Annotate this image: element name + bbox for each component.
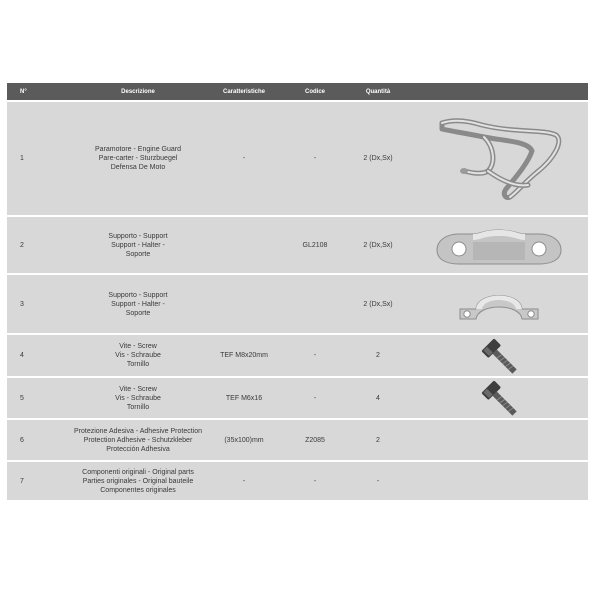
description-line: Protezione Adesiva - Adhesive Protection	[73, 427, 203, 435]
row-quantity: 2	[346, 335, 410, 378]
description-line: Protección Adhesiva	[106, 445, 170, 453]
row-image	[410, 462, 588, 502]
row-code: -	[284, 462, 346, 502]
row-code: Z2085	[284, 420, 346, 462]
row-description	[72, 102, 204, 217]
description-line: Pare-carter - Sturzbuegel	[98, 155, 178, 162]
row-num: 4	[7, 335, 72, 378]
row-code: -	[284, 335, 346, 378]
parts-table	[7, 83, 588, 502]
row-quantity: 2 (Dx,Sx)	[346, 102, 410, 217]
description-line: Vite - Screw	[119, 385, 157, 393]
description-line: Supporto - Support	[108, 232, 168, 240]
table-row	[7, 420, 588, 462]
description-line: Soporte	[125, 309, 151, 317]
description-line: Supporto - Support	[108, 291, 168, 299]
curved-bracket-icon	[454, 279, 544, 329]
row-image	[410, 217, 588, 275]
description-line: Vite - Screw	[119, 343, 157, 350]
row-image	[410, 378, 588, 420]
description-line: Support - Halter -	[111, 241, 165, 249]
table-row	[7, 462, 588, 502]
table-row	[7, 275, 588, 335]
row-image	[410, 102, 588, 217]
table-header-row	[7, 83, 588, 102]
row-quantity: 2	[346, 420, 410, 462]
description-line: Vis - Schraube	[115, 352, 161, 359]
row-image	[410, 420, 588, 462]
row-description	[72, 462, 204, 502]
row-image	[410, 275, 588, 335]
header-num: N°	[7, 83, 72, 102]
hex-bolt-icon	[477, 378, 521, 418]
row-description	[72, 335, 204, 378]
table-row	[7, 335, 588, 378]
row-code	[284, 275, 346, 335]
description-line: Soporte	[125, 250, 151, 258]
row-features: -	[204, 462, 284, 502]
description-line: Vis - Schraube	[115, 394, 161, 402]
row-features: (35x100)mm	[204, 420, 284, 462]
header-description: Descrizione	[72, 83, 204, 102]
description-line: Defensa De Moto	[110, 164, 166, 171]
row-num: 1	[7, 102, 72, 217]
row-features	[204, 275, 284, 335]
row-num: 6	[7, 420, 72, 462]
row-description	[72, 378, 204, 420]
row-num: 2	[7, 217, 72, 275]
description-line: Protection Adhesive - Schutzkleber	[83, 436, 193, 444]
row-quantity: 4	[346, 378, 410, 420]
description-line: Componentes originales	[100, 486, 176, 494]
description-line: Componenti originali - Original parts	[82, 468, 194, 476]
row-features: TEF M8x20mm	[204, 335, 284, 378]
description-line: Paramotore - Engine Guard	[95, 146, 181, 153]
row-num: 7	[7, 462, 72, 502]
row-features	[204, 217, 284, 275]
row-quantity: 2 (Dx,Sx)	[346, 275, 410, 335]
description-line: Tornillo	[126, 403, 150, 411]
header-features: Caratteristiche	[204, 83, 284, 102]
header-code: Codice	[284, 83, 346, 102]
row-description	[72, 217, 204, 275]
table-row	[7, 217, 588, 275]
row-code: -	[284, 102, 346, 217]
row-code: GL2108	[284, 217, 346, 275]
row-code: -	[284, 378, 346, 420]
row-description	[72, 420, 204, 462]
table-row	[7, 378, 588, 420]
row-description	[72, 275, 204, 335]
description-line: Support - Halter -	[111, 300, 165, 308]
hex-bolt-icon	[477, 336, 521, 376]
row-num: 3	[7, 275, 72, 335]
row-num: 5	[7, 378, 72, 420]
description-line: Parties originales - Original bauteile	[82, 477, 194, 485]
row-features: TEF M6x16	[204, 378, 284, 420]
row-features: -	[204, 102, 284, 217]
row-quantity: -	[346, 462, 410, 502]
engine-guard-bar-icon	[424, 111, 574, 206]
description-line: Tornillo	[126, 361, 150, 368]
row-quantity: 2 (Dx,Sx)	[346, 217, 410, 275]
flat-bracket-icon	[429, 220, 569, 270]
table-row	[7, 102, 588, 217]
header-image	[410, 83, 588, 102]
row-image	[410, 335, 588, 378]
header-quantity: Quantità	[346, 83, 410, 102]
